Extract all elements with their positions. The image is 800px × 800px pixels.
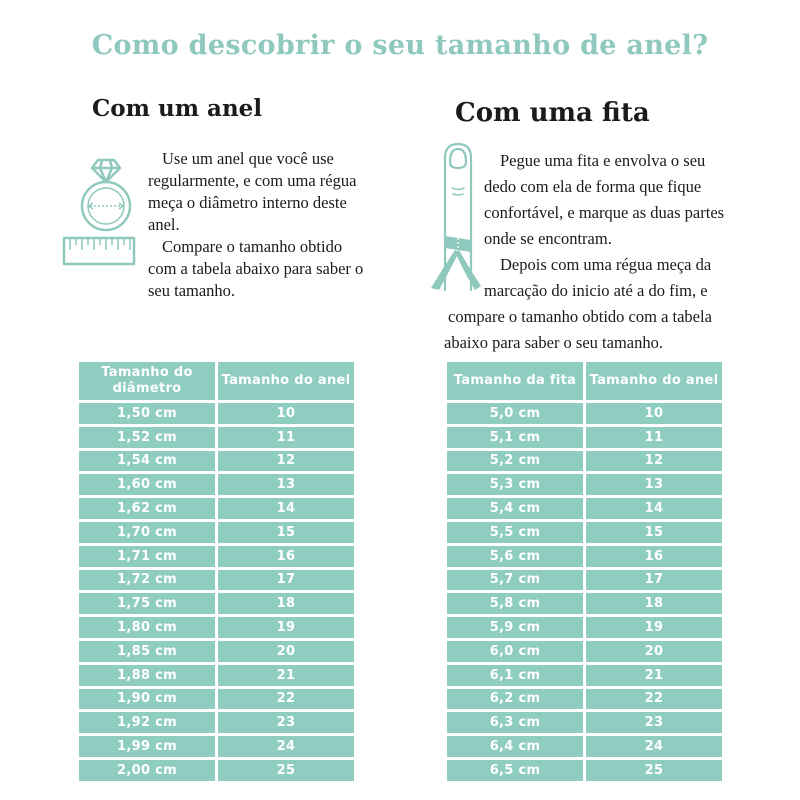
table-row xyxy=(79,736,354,757)
table-cell-measure: 1,90 cm xyxy=(79,689,215,710)
table-cell-ring-size: 14 xyxy=(586,498,722,519)
table-cell-ring-size: 10 xyxy=(218,403,354,424)
table-row xyxy=(447,712,722,733)
table-cell-ring-size: 22 xyxy=(586,689,722,710)
table-cell-measure: 5,9 cm xyxy=(447,617,583,638)
table-cell-ring-size: 15 xyxy=(218,522,354,543)
table-row xyxy=(79,546,354,567)
table-cell-measure: 1,99 cm xyxy=(79,736,215,757)
table-cell-ring-size: 17 xyxy=(586,570,722,591)
table-cell-ring-size: 25 xyxy=(218,760,354,781)
table-cell-measure: 1,72 cm xyxy=(79,570,215,591)
table-cell-measure: 6,1 cm xyxy=(447,665,583,686)
table-cell-ring-size: 24 xyxy=(218,736,354,757)
table-row xyxy=(79,689,354,710)
table-cell-measure: 1,52 cm xyxy=(79,427,215,448)
table-cell-ring-size: 23 xyxy=(586,712,722,733)
table-row xyxy=(447,403,722,424)
table-cell-ring-size: 16 xyxy=(218,546,354,567)
section-heading-ring: Com um anel xyxy=(92,95,263,122)
table-cell-ring-size: 22 xyxy=(218,689,354,710)
table-cell-measure: 1,85 cm xyxy=(79,641,215,662)
table-row xyxy=(447,498,722,519)
table-cell-ring-size: 13 xyxy=(586,474,722,495)
table-cell-measure: 5,5 cm xyxy=(447,522,583,543)
table-row xyxy=(447,736,722,757)
table-row xyxy=(79,498,354,519)
table-cell-measure: 6,3 cm xyxy=(447,712,583,733)
table-cell-ring-size: 18 xyxy=(218,593,354,614)
table-cell-measure: 6,2 cm xyxy=(447,689,583,710)
table-row xyxy=(79,451,354,472)
table-row xyxy=(447,760,722,781)
instructions-ribbon-line: Depois com uma régua meça da xyxy=(500,255,712,274)
table-row xyxy=(447,665,722,686)
table-cell-ring-size: 13 xyxy=(218,474,354,495)
table-cell-ring-size: 11 xyxy=(218,427,354,448)
table-cell-measure: 1,70 cm xyxy=(79,522,215,543)
table-row xyxy=(447,546,722,567)
table-cell-ring-size: 14 xyxy=(218,498,354,519)
table-row xyxy=(447,689,722,710)
table-header: Tamanho da fita xyxy=(447,362,583,400)
table-row xyxy=(447,570,722,591)
instructions-ring xyxy=(148,148,373,302)
table-cell-measure: 1,54 cm xyxy=(79,451,215,472)
table-row xyxy=(79,403,354,424)
table-cell-ring-size: 24 xyxy=(586,736,722,757)
instructions-ribbon-line: marcação do inicio até a do fim, e xyxy=(484,281,708,300)
table-cell-measure: 6,4 cm xyxy=(447,736,583,757)
table-cell-ring-size: 21 xyxy=(586,665,722,686)
table-row xyxy=(79,712,354,733)
instructions-ribbon-line: compare o tamanho obtido com a tabela xyxy=(448,307,712,326)
table-row xyxy=(447,522,722,543)
table-cell-measure: 2,00 cm xyxy=(79,760,215,781)
table-cell-ring-size: 12 xyxy=(586,451,722,472)
ring-ruler-icon xyxy=(62,150,138,268)
table-row xyxy=(79,593,354,614)
table-header: Tamanho do anel xyxy=(586,362,722,400)
table-cell-measure: 1,50 cm xyxy=(79,403,215,424)
table-row xyxy=(447,474,722,495)
table-cell-measure: 1,75 cm xyxy=(79,593,215,614)
instructions-ribbon-line: onde se encontram. xyxy=(484,229,612,248)
table-row xyxy=(79,665,354,686)
table-row xyxy=(79,617,354,638)
table-cell-measure: 5,4 cm xyxy=(447,498,583,519)
table-cell-ring-size: 12 xyxy=(218,451,354,472)
table-row xyxy=(447,593,722,614)
table-cell-measure: 5,6 cm xyxy=(447,546,583,567)
table-cell-ring-size: 17 xyxy=(218,570,354,591)
table-row xyxy=(447,617,722,638)
page-title: Como descobrir o seu tamanho de anel? xyxy=(91,30,709,61)
table-cell-measure: 1,92 cm xyxy=(79,712,215,733)
table-cell-ring-size: 15 xyxy=(586,522,722,543)
table-row xyxy=(79,760,354,781)
table-row xyxy=(79,570,354,591)
table-row xyxy=(79,474,354,495)
table-row xyxy=(447,427,722,448)
table-cell-ring-size: 18 xyxy=(586,593,722,614)
table-cell-measure: 1,88 cm xyxy=(79,665,215,686)
instructions-ribbon-line: Pegue uma fita e envolva o seu xyxy=(500,151,706,170)
ring-size-table-ribbon xyxy=(444,359,725,784)
ring-size-table-diameter xyxy=(76,359,357,784)
instructions-ribbon-line: dedo com ela de forma que fique xyxy=(484,177,702,196)
table-cell-ring-size: 20 xyxy=(218,641,354,662)
table-header: Tamanho do diâmetro xyxy=(79,362,215,400)
instructions-ribbon-line: confortável, e marque as duas partes xyxy=(484,203,725,222)
table-header: Tamanho do anel xyxy=(218,362,354,400)
table-row xyxy=(447,451,722,472)
table-cell-ring-size: 23 xyxy=(218,712,354,733)
instructions-ribbon-line: abaixo para saber o seu tamanho. xyxy=(444,333,663,352)
table-cell-ring-size: 19 xyxy=(586,617,722,638)
table-cell-measure: 5,2 cm xyxy=(447,451,583,472)
table-cell-measure: 5,1 cm xyxy=(447,427,583,448)
table-row xyxy=(79,641,354,662)
table-cell-measure: 6,0 cm xyxy=(447,641,583,662)
table-cell-measure: 1,71 cm xyxy=(79,546,215,567)
table-cell-measure: 5,3 cm xyxy=(447,474,583,495)
table-cell-ring-size: 20 xyxy=(586,641,722,662)
table-row xyxy=(79,427,354,448)
table-cell-ring-size: 19 xyxy=(218,617,354,638)
section-heading-ribbon: Com uma fita xyxy=(455,98,650,128)
table-cell-ring-size: 16 xyxy=(586,546,722,567)
table-cell-measure: 5,8 cm xyxy=(447,593,583,614)
instructions-ribbon xyxy=(440,148,740,356)
table-cell-measure: 5,0 cm xyxy=(447,403,583,424)
table-cell-measure: 1,62 cm xyxy=(79,498,215,519)
table-cell-ring-size: 10 xyxy=(586,403,722,424)
table-cell-ring-size: 25 xyxy=(586,760,722,781)
table-cell-ring-size: 11 xyxy=(586,427,722,448)
instructions-ring-p1: Use um anel que você use regularmente, e com uma régua meça o diâmetro interno deste anel. xyxy=(148,149,357,234)
table-cell-measure: 5,7 cm xyxy=(447,570,583,591)
table-row xyxy=(79,522,354,543)
table-cell-ring-size: 21 xyxy=(218,665,354,686)
table-cell-measure: 1,60 cm xyxy=(79,474,215,495)
instructions-ring-p2: Compare o tamanho obtido com a tabela abaixo para saber o seu tamanho. xyxy=(148,237,364,300)
table-cell-measure: 6,5 cm xyxy=(447,760,583,781)
table-row xyxy=(447,641,722,662)
table-cell-measure: 1,80 cm xyxy=(79,617,215,638)
